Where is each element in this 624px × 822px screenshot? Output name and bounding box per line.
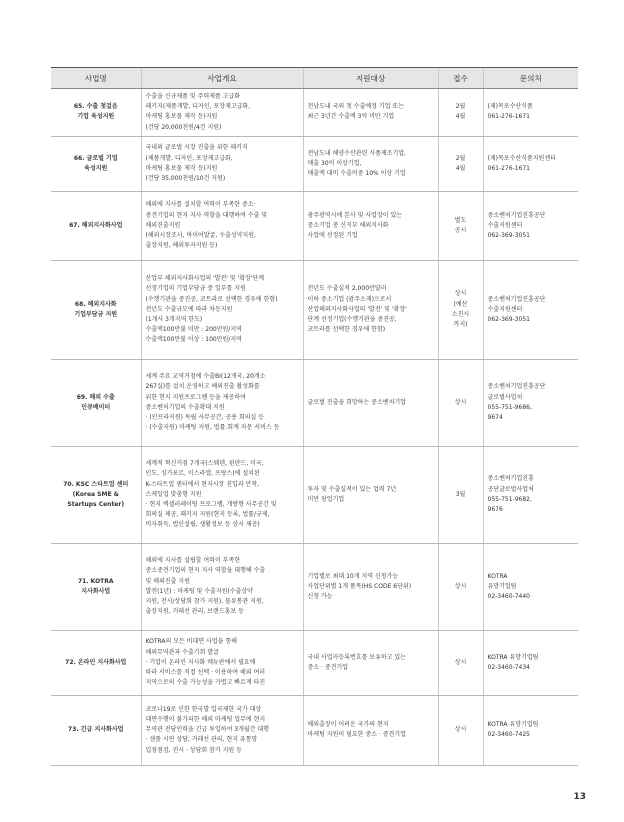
program-name [51,89,141,137]
cell-line: 별도 [454,216,467,224]
cell-line: 해외에 지사를 설치할 여력이 부족한 중소· [145,201,256,209]
cell-line: 마케팅 홍보물 제작 등)지원 [145,113,218,121]
cell-line: 소진시 [451,310,470,318]
cell-line: 중소벤처기업의 수출확대 지원 [145,403,225,411]
cell-line: 055-751-9682, [487,495,532,503]
cell-line: 02-3460-7440 [487,592,531,600]
cell-line: · (인프라지원) 독립 사무공간, 공용 회의실 등 [145,414,264,422]
reception-cell [438,89,483,137]
cell-line: 지사화사업 [81,587,111,595]
overview-cell [141,543,303,630]
program-name [51,359,141,446]
cell-line: 67. 해외지사화사업 [69,221,123,229]
cell-line: 71. KOTRA [77,577,114,585]
table-row [51,89,578,137]
cell-line: 중소중견기업의 현지 지사 역할을 대행해 수출 [145,567,266,575]
cell-line: 글로벌 진출을 희망하는 중소벤처기업 [307,398,406,406]
contact-cell [483,695,578,765]
cell-line: 코로나19로 인한 한국발 입국제한 국가 대상 [145,705,262,713]
cell-line: 매출 30억 이상기업, [307,159,362,167]
cell-line: (건당 35,000천원/10건 지원) [145,175,226,183]
table-row [51,446,578,543]
reception-cell [438,136,483,191]
overview-cell [141,191,303,260]
table-row [51,543,578,630]
program-table [51,67,578,766]
cell-line: 패키지(제품개발, 디자인, 포장재고급화, [145,103,251,111]
cell-line: 단계 선정기업(수행기관을 중진공, [307,315,397,323]
cell-line: 68. 해외지사화 [74,300,117,308]
cell-line: 매출액 대비 수출비중 10% 이상 기업 [307,169,406,177]
cell-line: KOTRA [487,572,508,580]
cell-line: 해외진출지원 [145,221,181,229]
cell-line: 중소벤처기업진흥공단 [487,383,546,391]
cell-line: 상시 [454,582,467,590]
table-row [51,630,578,695]
table-row [51,191,578,260]
program-name [51,260,141,359]
reception-cell [438,446,483,543]
program-name [51,630,141,695]
cell-line: 회의실 제공, 패키지 지원(현지 등록, 법률/규제, [145,511,270,519]
cell-line: 267실)를 설치.운영하고 해외진출 활성화를 [145,383,260,391]
cell-line: 입점점검, 전시 · 상담회 참가 지원 등 [145,746,242,754]
target-cell [303,543,438,630]
program-name [51,695,141,765]
program-name [51,543,141,630]
target-cell [303,191,438,260]
cell-line: 해외무역관과 수출기회 발굴 [145,648,219,656]
cell-line: · 현지 엑셀러레이팅 프로그램, 개방형 사무공간 및 [145,500,277,508]
cell-line: 상시 [454,658,467,666]
cell-line: 대면수행이 불가피한 해외 마케팅 업무에 현지 [145,716,266,723]
cell-line: 해외출장이 어려운 국가의 현지 [307,721,389,729]
cell-line: 65. 수출 첫걸음 [73,103,118,111]
reception-cell [438,359,483,446]
reception-cell [438,191,483,260]
cell-line: 중소벤처기업진흥공단 [487,295,546,303]
cell-line: · 샘플 시연 상담, 거래선 관리, 현지 유통망 [145,736,258,744]
cell-line: 지역으로의 수출 가능성을 가볍고 빠르게 타진 [145,679,266,687]
cell-line: 69. 해외 수출 [76,393,115,401]
target-cell [303,136,438,191]
overview-cell [141,630,303,695]
cell-line: 선정기업의 기업부담금 중 일부를 지원 [145,285,246,293]
contact-cell [483,89,578,137]
program-name [51,191,141,260]
cell-line: 중소 · 중견기업 [307,663,348,671]
cell-line: 062-369-3051 [487,315,531,323]
col-header-contact: 문의처 [483,68,578,89]
cell-line: 이하 중소기업 (광주소재)으로서 [307,295,392,303]
contact-cell [483,136,578,191]
cell-line: 상시 [454,290,467,298]
cell-line: 코트라를 선택한 경우에 한함) [307,326,386,334]
cell-line: 기업부담금 지원 [74,310,118,318]
table-row [51,136,578,191]
cell-line: K-스타트업 센터에서 현지시장 진입과 안착, [145,480,260,488]
col-header-target: 지원대상 [303,68,438,89]
cell-line: 산업해외지사화사업의 '발전' 및 '확장' [307,305,407,313]
cell-line: 따라 서비스를 직접 선택 · 이용하여 해외 여러 [145,668,266,676]
reception-cell [438,543,483,630]
contact-cell [483,359,578,446]
reception-cell [438,260,483,359]
cell-line: 위한 현지 지원프로그램 등을 제공하여 [145,393,246,401]
cell-line: (예산 [453,300,468,308]
cell-line: 수출지원센터 [487,305,523,313]
cell-line: 신청 가능 [307,592,333,600]
overview-cell [141,446,303,543]
contact-cell [483,191,578,260]
cell-line: 중소벤처기업진흥 [487,475,534,483]
target-cell [303,695,438,765]
cell-line: 기업 육성지원 [77,113,115,121]
reception-cell [438,695,483,765]
target-cell [303,89,438,137]
cell-line: 전남도내 해양수산관련 식품제조기업, [307,149,406,157]
cell-line: 061-276-1671 [487,113,531,121]
cell-line: 수출을 신규제품 및 주력제품 고급화 [145,93,241,100]
cell-line: KOTRA 유망기업팀 [487,653,539,661]
cell-line: 마케팅 홍보물 제작 등)지원 [145,164,218,172]
contact-cell [483,630,578,695]
cell-line: 2월 [455,154,466,162]
cell-line: 국내 사업자등록번호를 보유하고 있는 [307,653,406,661]
cell-line: 상시 [454,726,467,734]
cell-line: (재)목포수산식품 [487,103,533,111]
cell-line: 출장지원, 해외투자지원 등) [145,242,218,250]
cell-line: 수출액100만불 미만 : 200만원/지역 [145,326,242,334]
overview-cell [141,695,303,765]
cell-line: (Korea SME & [72,490,119,498]
cell-line: (해외시장조사, 바이어발굴, 수출성약지원, [145,231,256,239]
cell-line: 중소벤처기업진흥공단 [487,211,546,219]
cell-line: 지원, 전시/상담회 참가 지원), 물류통관 지원, [145,598,264,606]
cell-line: 062-369-3051 [487,231,531,239]
cell-line: (재)목포수산식품지원센터 [487,154,556,162]
cell-line: 인큐베이터 [81,403,111,411]
cell-line: 전년도 수출규모에 따라 차등지원 [145,305,233,313]
cell-line: 최근 3년간 수출액 3억 미만 기업 [307,113,395,121]
cell-line: 사업단위별 1개 품목(HS CODE 6단위) [307,582,412,590]
cell-line: 전년도 수출실적 2,000만달러 [307,285,387,293]
cell-line: 및 해외진출 지원 [145,577,190,585]
cell-line: 인도, 싱가포르, 이스라엘, 프랑스)에 설치된 [145,470,260,478]
cell-line: 공단글로벌사업처 [487,485,534,493]
cell-line: 수출액100만불 이상 : 100만원/지역 [145,336,242,344]
cell-line: 061-276-1671 [487,164,531,172]
col-header-overview: 사업개요 [141,68,303,89]
cell-line: 3월 [455,490,466,498]
cell-line: 공시 [454,226,467,234]
table-row [51,695,578,765]
cell-line: 산업부 해외지사화사업의 '발전' 및 '확장'단계 [145,275,265,283]
cell-line: 중견기업의 현지 지사 역할을 대행하여 수출 및 [145,211,268,219]
cell-line: 미만 창업기업 [307,495,345,503]
cell-line: (제품개발, 디자인, 포장재고급화, [145,154,233,162]
cell-line: · 기업이 온라인 지사화 메뉴판에서 필요에 [145,658,256,666]
cell-line: 02-3460-7434 [487,663,531,671]
cell-line: 세계적 혁신거점 7개국(스웨덴, 핀란드, 미국, [145,460,264,468]
cell-line: Startups Center) [67,500,125,508]
cell-line: 4월 [455,164,466,172]
cell-line: 72. 온라인 지사화사업 [65,658,127,666]
cell-line: 73. 긴급 지사화사업 [68,726,124,734]
overview-cell [141,359,303,446]
program-name [51,446,141,543]
cell-line: 투자 및 수출실적이 있는 업력 7년 [307,485,397,493]
contact-cell [483,446,578,543]
cell-line: 광주광역시에 본사 및 사업장이 있는 [307,211,403,219]
cell-line: 글로벌사업처 [487,393,523,401]
cell-line: KOTRA 유망기업팀 [487,721,539,729]
col-header-reception: 접수 [438,68,483,89]
cell-line: 까지) [453,321,468,329]
col-header-program-name: 사업명 [51,68,141,89]
cell-line: 기업별로 최대 10개 지역 신청가능 [307,572,399,580]
cell-line: 스케일업 맞춤형 지원 [145,490,202,498]
cell-line: 70. KSC 스타트업 센터 [63,480,129,488]
page-number: 13 [573,792,586,802]
cell-line: 비자취득, 법인설립, 생활정보 등 상시 제공) [145,521,260,529]
cell-line: 발전(1년) : 마케팅 및 수출지원(수출상약 [145,587,253,595]
cell-line: 무역관 전담인력을 긴급 투입하여 3개월간 대행 [145,726,269,734]
cell-line: 9674 [487,414,503,422]
cell-line: 2월 [455,103,466,111]
target-cell [303,359,438,446]
cell-line: 4월 [455,113,466,121]
cell-line: 9676 [487,506,503,514]
cell-line: · (수출지원) 마케팅 지원, 법률.회계 자문 서비스 등 [145,424,280,432]
cell-line: 육성지원 [84,164,108,172]
cell-line: KOTRA의 모든 비대면 사업을 통해 [145,638,237,646]
cell-line: 출장지원, 거래선 관리, 브랜드홍보 등 [145,608,244,616]
cell-line: 055-751-9686, [487,403,532,411]
cell-line: 상시 [454,398,467,406]
cell-line: 사업에 선정된 기업 [307,231,358,239]
cell-line: 수출지원센터 [487,221,523,229]
cell-line: (건당 20,000천원/4건 지원) [145,123,222,131]
cell-line: 중소기업 중 신지부 해외지사화 [307,221,389,229]
program-name [51,136,141,191]
cell-line: 66. 글로벌 기업 [73,154,118,162]
overview-cell [141,260,303,359]
table-row [51,260,578,359]
overview-cell [141,89,303,137]
cell-line: (1개사 3개지역 한도) [145,315,203,323]
contact-cell [483,543,578,630]
cell-line: 국내외 글로벌 시장 진출을 위한 패키지 [145,144,248,152]
cell-line: 마케팅 지원이 필요한 중소 · 중견기업 [307,731,406,739]
cell-line: 02-3460-7425 [487,731,531,739]
cell-line: 전남도내 국외 첫 수출예정 기업 또는 [307,103,404,111]
cell-line: 세계 주요 교역거점에 수출BI(12개국, 20개소 [145,373,266,381]
target-cell [303,446,438,543]
target-cell [303,630,438,695]
contact-cell [483,260,578,359]
table-row [51,359,578,446]
target-cell [303,260,438,359]
reception-cell [438,630,483,695]
cell-line: 해외에 지사를 설립할 여력이 부족한 [145,557,241,565]
header-row [51,68,578,89]
overview-cell [141,136,303,191]
cell-line: (수행기관을 중진공, 코트라로 선택한 경우에 한함) [145,295,278,303]
cell-line: 유망기업팀 [487,582,517,590]
